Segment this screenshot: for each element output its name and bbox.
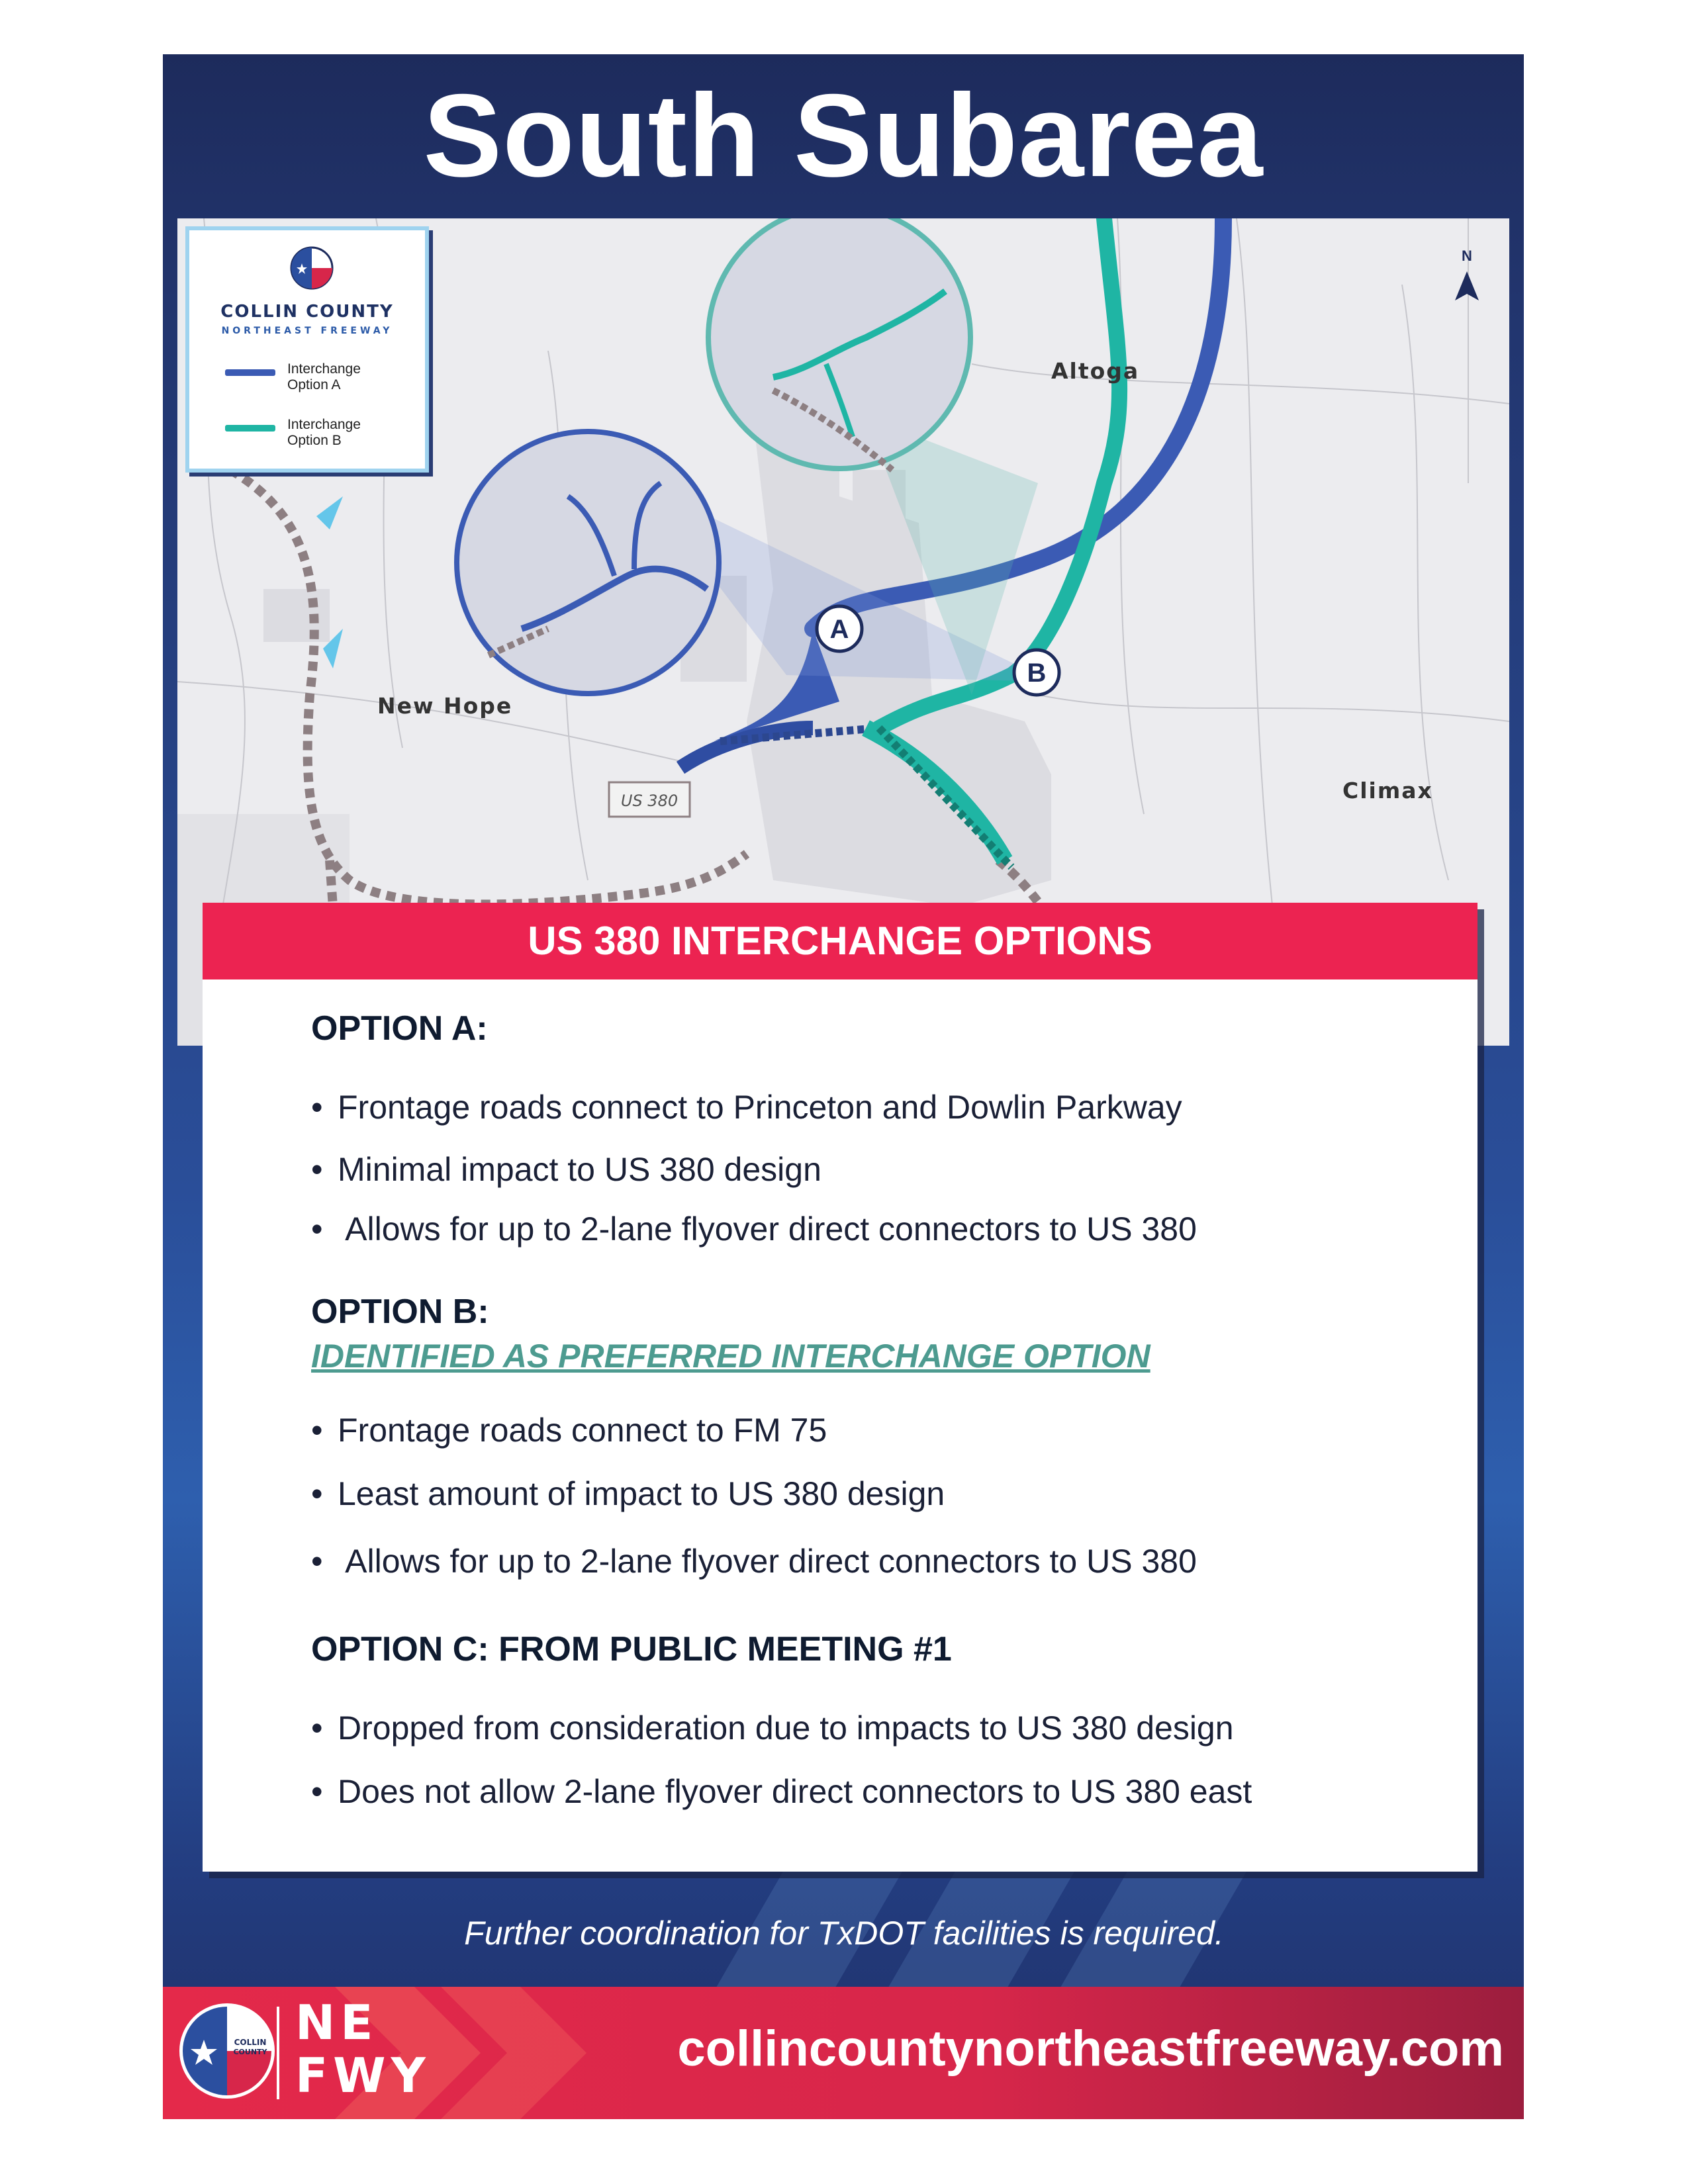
marker-b — [1014, 650, 1059, 695]
coordination-note: Further coordination for TxDOT facilities is required. — [464, 1915, 1224, 1952]
preferred-option-label: IDENTIFIED AS PREFERRED INTERCHANGE OPTION — [311, 1338, 1150, 1375]
legend-item-option-b — [225, 417, 424, 454]
footer-ne: NE — [295, 1995, 379, 2050]
option-a-title: OPTION A: — [311, 1009, 488, 1048]
marker-a-label: A — [829, 615, 849, 644]
map-legend — [185, 226, 429, 473]
svg-text:N: N — [1462, 248, 1472, 264]
legend-label-b-line2: Option B — [287, 433, 342, 448]
website-link[interactable]: collincountynortheastfreeway.com — [677, 2021, 1504, 2077]
us380-shield-label: US 380 — [620, 792, 679, 810]
page-title: South Subarea — [423, 69, 1264, 201]
marker-a — [817, 606, 862, 651]
collin-county-logo-icon — [290, 246, 334, 290]
legend-label-a-line1: Interchange — [287, 361, 361, 377]
option-a-bullet: • Frontage roads connect to Princeton and Dowlin Parkway — [311, 1089, 1182, 1126]
option-a-bullet: • Minimal impact to US 380 design — [311, 1151, 821, 1188]
option-c-bullet: • Does not allow 2-lane flyover direct connectors to US 380 east — [311, 1773, 1252, 1810]
legend-label-b-line1: Interchange — [287, 417, 361, 432]
legend-brand: COLLIN COUNTY — [220, 302, 394, 322]
legend-swatch-a — [225, 369, 275, 376]
town-altoga: Altoga — [1051, 358, 1140, 384]
footer-fwy: FWY — [295, 2048, 431, 2103]
footer-wordmark — [295, 1996, 431, 2102]
legend-item-option-a — [225, 361, 424, 398]
card-header: US 380 INTERCHANGE OPTIONS — [203, 903, 1477, 979]
option-b-bullet: • Allows for up to 2-lane flyover direct connectors to US 380 — [311, 1543, 1197, 1580]
option-b-title: OPTION B: — [311, 1293, 489, 1331]
option-b-bullet: • Frontage roads connect to FM 75 — [311, 1412, 827, 1449]
option-b-bullet: • Least amount of impact to US 380 design — [311, 1475, 945, 1512]
svg-text:COUNTY: COUNTY — [233, 2048, 267, 2056]
collin-county-seal-icon — [177, 2001, 277, 2101]
option-c-bullet: • Dropped from consideration due to impacts to US 380 design — [311, 1709, 1234, 1747]
option-a-bullet: • Allows for up to 2-lane flyover direct connectors to US 380 — [311, 1210, 1197, 1248]
svg-text:COLLIN: COLLIN — [234, 2038, 267, 2047]
legend-swatch-b — [225, 425, 275, 432]
footer-divider — [277, 2007, 279, 2099]
town-climax: Climax — [1342, 778, 1433, 803]
footer-bar — [163, 1987, 1524, 2119]
north-arrow-icon — [1455, 248, 1479, 300]
legend-brand-sub: NORTHEAST FREEWAY — [221, 326, 393, 336]
marker-b-label: B — [1027, 659, 1047, 688]
option-c-title: OPTION C: FROM PUBLIC MEETING #1 — [311, 1630, 952, 1668]
legend-label-a-line2: Option A — [287, 377, 341, 392]
interchange-options-card — [203, 903, 1477, 1872]
town-new-hope: New Hope — [377, 693, 513, 719]
us380-shield — [609, 782, 690, 817]
